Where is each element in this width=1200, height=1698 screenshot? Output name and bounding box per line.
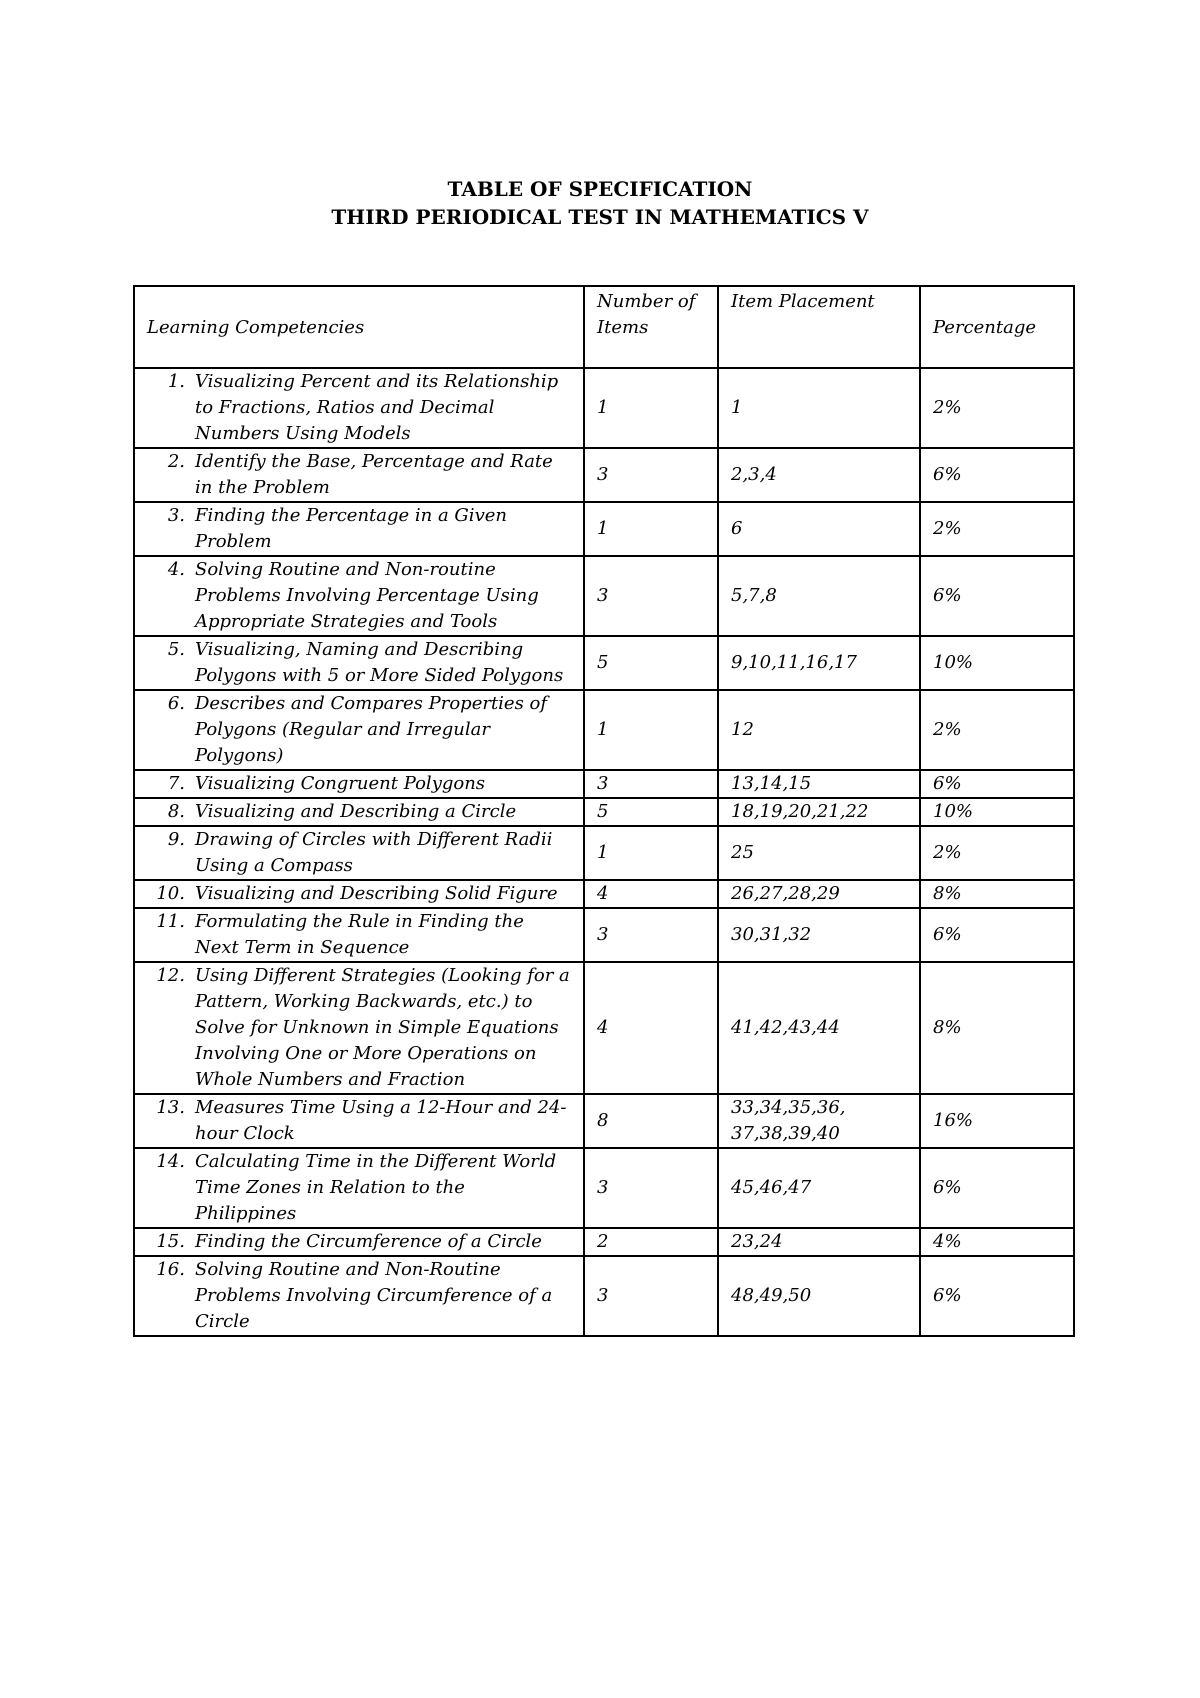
competency-number: 14. [156,1151,185,1172]
competency-text: Calculating Time in the Different World Time Zones in Relation to the Philippines [195,1151,557,1224]
competency-text: Drawing of Circles with Different Radii Using a Compass [195,829,553,876]
competency-cell [134,1094,584,1148]
percentage-cell: 10% [920,636,1074,690]
item-placement-cell: 2,3,4 [718,448,920,502]
number-of-items-cell: 3 [584,770,718,798]
percentage-cell: 6% [920,770,1074,798]
number-of-items-cell: 4 [584,962,718,1094]
table-row [134,1148,1074,1228]
number-of-items-cell: 1 [584,502,718,556]
competency-text: Finding the Percentage in a Given Problem [195,505,507,552]
table-row [134,1256,1074,1336]
table-row [134,770,1074,798]
competency-cell [134,636,584,690]
percentage-cell: 6% [920,908,1074,962]
percentage-cell: 6% [920,556,1074,636]
item-placement-cell: 23,24 [718,1228,920,1256]
competency-cell [134,880,584,908]
competency-number: 10. [156,883,185,904]
competency-number: 9. [167,829,185,850]
item-placement-cell: 30,31,32 [718,908,920,962]
competency-number: 2. [167,451,185,472]
header-item-placement: Item Placement [718,286,920,368]
percentage-cell: 2% [920,502,1074,556]
competency-cell [134,770,584,798]
competency-text: Finding the Circumference of a Circle [195,1231,542,1252]
table-row [134,1228,1074,1256]
table-row [134,690,1074,770]
document-subtitle: THIRD PERIODICAL TEST IN MATHEMATICS V [331,205,869,229]
number-of-items-cell: 3 [584,556,718,636]
table-row [134,908,1074,962]
number-of-items-cell: 3 [584,1148,718,1228]
table-row [134,826,1074,880]
competency-number: 15. [156,1231,185,1252]
number-of-items-cell: 3 [584,1256,718,1336]
item-placement-cell: 18,19,20,21,22 [718,798,920,826]
competency-number: 3. [167,505,185,526]
competency-text: Visualizing, Naming and Describing Polygons with 5 or More Sided Polygons [195,639,564,686]
item-placement-cell: 12 [718,690,920,770]
table-row [134,502,1074,556]
percentage-cell: 2% [920,690,1074,770]
competency-text: Measures Time Using a 12-Hour and 24-hour Clock [195,1097,567,1144]
competency-text: Solving Routine and Non-routine Problems Involving Percentage Using Appropriate Strategies and Tools [195,559,539,632]
percentage-cell: 8% [920,880,1074,908]
number-of-items-cell: 2 [584,1228,718,1256]
percentage-cell: 4% [920,1228,1074,1256]
table-row [134,636,1074,690]
competency-number: 6. [167,693,185,714]
competency-text: Visualizing Congruent Polygons [195,773,486,794]
number-of-items-cell: 5 [584,636,718,690]
competency-cell [134,368,584,448]
item-placement-cell: 1 [718,368,920,448]
number-of-items-cell: 1 [584,368,718,448]
percentage-cell: 8% [920,962,1074,1094]
competency-cell [134,1228,584,1256]
competency-cell [134,1148,584,1228]
item-placement-cell: 9,10,11,16,17 [718,636,920,690]
competency-cell [134,1256,584,1336]
item-placement-cell: 13,14,15 [718,770,920,798]
table-row [134,880,1074,908]
header-number-of-items: Number of Items [584,286,718,368]
competency-text: Identify the Base, Percentage and Rate in the Problem [195,451,553,498]
number-of-items-cell: 8 [584,1094,718,1148]
percentage-cell: 10% [920,798,1074,826]
number-of-items-cell: 5 [584,798,718,826]
competency-number: 16. [156,1259,185,1280]
number-of-items-cell: 3 [584,908,718,962]
number-of-items-cell: 4 [584,880,718,908]
competency-cell [134,908,584,962]
competency-text: Visualizing and Describing a Circle [195,801,517,822]
competency-cell [134,448,584,502]
competency-text: Visualizing and Describing Solid Figure [195,883,558,904]
header-percentage: Percentage [920,286,1074,368]
table-row [134,448,1074,502]
competency-text: Formulating the Rule in Finding the Next Term in Sequence [195,911,524,958]
item-placement-cell: 48,49,50 [718,1256,920,1336]
table-row [134,368,1074,448]
item-placement-cell: 25 [718,826,920,880]
percentage-cell: 6% [920,1256,1074,1336]
competency-number: 4. [167,559,185,580]
header-learning-competencies: Learning Competencies [134,286,584,368]
competency-number: 12. [156,965,185,986]
percentage-cell: 6% [920,448,1074,502]
competency-text: Describes and Compares Properties of Polygons (Regular and Irregular Polygons) [195,693,548,766]
table-row [134,962,1074,1094]
competency-cell [134,556,584,636]
competency-cell [134,690,584,770]
item-placement-cell: 26,27,28,29 [718,880,920,908]
item-placement-cell: 33,34,35,36, 37,38,39,40 [718,1094,920,1148]
competency-cell [134,502,584,556]
competency-text: Solving Routine and Non-Routine Problems Involving Circumference of a Circle [195,1259,553,1332]
competency-cell [134,962,584,1094]
competency-number: 13. [156,1097,185,1118]
competency-cell [134,826,584,880]
specification-table [133,285,1075,1337]
competency-text: Visualizing Percent and its Relationship to Fractions, Ratios and Decimal Numbers Using Models [195,371,559,444]
table-row [134,798,1074,826]
competency-number: 11. [156,911,185,932]
competency-cell [134,798,584,826]
percentage-cell: 2% [920,826,1074,880]
item-placement-cell: 5,7,8 [718,556,920,636]
item-placement-cell: 6 [718,502,920,556]
table-row [134,556,1074,636]
table-row [134,1094,1074,1148]
number-of-items-cell: 3 [584,448,718,502]
competency-text: Using Different Strategies (Looking for a Pattern, Working Backwards, etc.) to Solve for Unknown in Simple Equations Involving One or More Operations on Whole Numbers and Fraction [195,965,570,1090]
percentage-cell: 16% [920,1094,1074,1148]
competency-number: 8. [167,801,185,822]
percentage-cell: 2% [920,368,1074,448]
number-of-items-cell: 1 [584,690,718,770]
table-header-row [134,286,1074,368]
item-placement-cell: 45,46,47 [718,1148,920,1228]
item-placement-cell: 41,42,43,44 [718,962,920,1094]
number-of-items-cell: 1 [584,826,718,880]
competency-number: 5. [167,639,185,660]
document-title: TABLE OF SPECIFICATION [447,177,753,201]
competency-number: 7. [167,773,185,794]
competency-number: 1. [167,371,185,392]
percentage-cell: 6% [920,1148,1074,1228]
